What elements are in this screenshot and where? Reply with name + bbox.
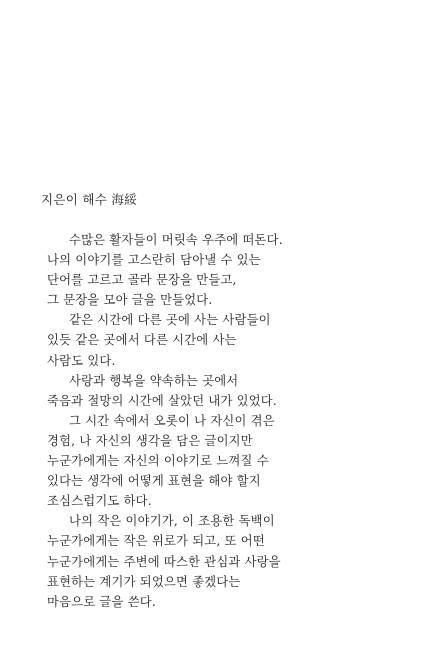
preface-text [47,230,427,612]
text-line: 같은 시간에 다른 곳에 사는 사람들이 [69,313,271,328]
text-line: 표현하는 계기가 되었으면 좋겠다는 [47,574,241,589]
text-line: 나의 이야기를 고스란히 담아낼 수 있는 [47,253,261,268]
text-line: 경험, 나 자신의 생각을 담은 글이지만 [47,433,253,448]
text-line: 있다는 생각에 어떻게 표현을 해야 할지 [47,474,261,489]
text-line: 단어를 고르고 골라 문장을 만들고, [47,273,237,288]
text-line: 누군가에게는 작은 위로가 되고, 또 어떤 [47,534,265,549]
text-line: 사람도 있다. [47,353,116,368]
text-line: 수많은 활자들이 머릿속 우주에 떠돈다. [69,233,283,247]
text-line: 그 문장을 모아 글을 만들었다. [47,293,213,308]
text-line: 누군가에게는 주변에 따스한 관심과 사랑을 [47,554,281,569]
text-line: 누군가에게는 자신의 이야기로 느껴질 수 [47,454,269,469]
author-line: 지은이 해수 海綏 [41,192,138,207]
text-line: 그 시간 속에서 오롯이 나 자신이 겪은 [69,413,275,428]
text-line: 있듯 같은 곳에서 다른 시간에 사는 [47,333,237,348]
text-line: 조심스럽기도 하다. [47,494,152,509]
text-line: 마음으로 글을 쓴다. [47,594,156,609]
text-line: 죽음과 절망의 시간에 살았던 내가 있었다. [47,393,277,408]
text-line: 나의 작은 이야기가, 이 조용한 독백이 [69,514,275,529]
text-line: 사랑과 행복을 약속하는 곳에서 [69,373,239,388]
